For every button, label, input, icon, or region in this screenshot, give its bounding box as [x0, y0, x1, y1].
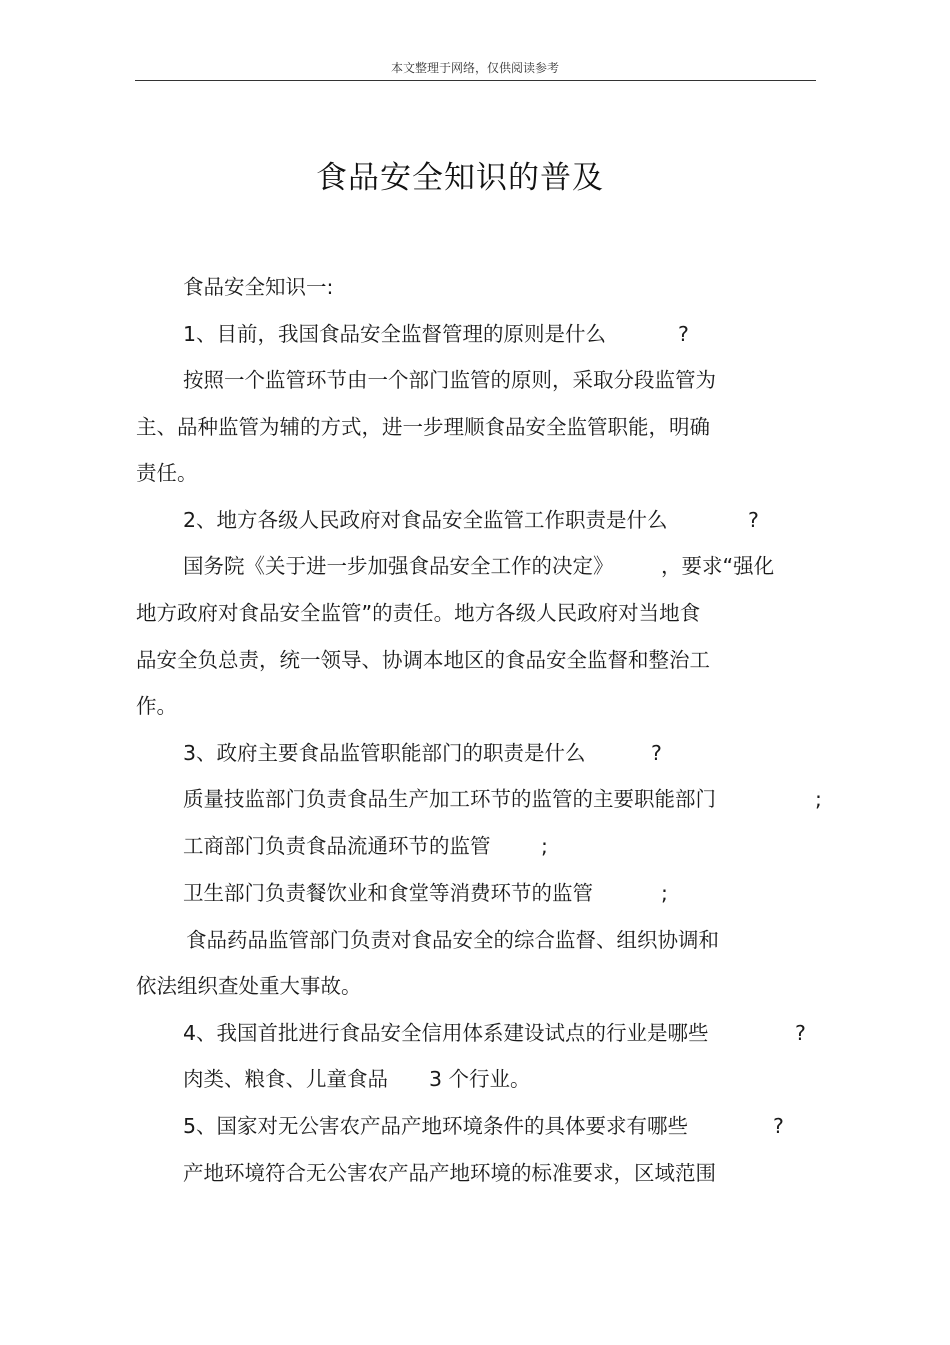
question-3: [183, 739, 662, 767]
header-divider: [135, 80, 816, 81]
header-note: 本文整理于网络，仅供阅读参考: [390, 61, 559, 75]
answer-2-line-3: 品安全负总责，统一领导、协调本地区的食品安全监督和整治工: [136, 648, 710, 672]
question-4: [183, 1019, 806, 1047]
question-1-mark: ?: [678, 322, 689, 346]
question-2: [183, 506, 759, 534]
answer-4-line-1-a: 肉类、粮食、儿童食品: [183, 1067, 388, 1091]
answer-2-line-4: 作。: [136, 694, 177, 718]
answer-3-line-1: [183, 785, 822, 813]
question-5: [183, 1112, 784, 1140]
answer-1-line-1: 按照一个监管环节由一个部门监管的原则，采取分段监管为: [183, 368, 716, 392]
question-3-text: 3、政府主要食品监管职能部门的职责是什么: [183, 741, 586, 765]
answer-3-line-2: [183, 832, 548, 860]
answer-2-line-1: [183, 552, 775, 580]
answer-2-line-1-b: ，要求“强化: [661, 554, 775, 578]
question-1: [183, 320, 689, 348]
question-2-text: 2、地方各级人民政府对食品安全监管工作职责是什么: [183, 508, 668, 532]
answer-3-line-2-text: 工商部门负责食品流通环节的监管: [183, 834, 491, 858]
answer-4-line-1: [183, 1065, 531, 1093]
question-3-mark: ?: [651, 741, 662, 765]
answer-3-line-1-text: 质量技监部门负责食品生产加工环节的监管的主要职能部门: [183, 787, 716, 811]
answer-3-line-1-mark: ;: [815, 787, 822, 811]
question-5-text: 5、国家对无公害农产品产地环境条件的具体要求有哪些: [183, 1114, 689, 1138]
question-4-text: 4、我国首批进行食品安全信用体系建设试点的行业是哪些: [183, 1021, 709, 1045]
answer-3-line-4: 食品药品监管部门负责对食品安全的综合监督、组织协调和: [186, 928, 719, 952]
answer-3-line-2-mark: ;: [541, 834, 548, 858]
answer-1-line-2: 主、品种监管为辅的方式，进一步理顺食品安全监管职能，明确: [136, 415, 710, 439]
answer-3-line-5: 依法组织查处重大事故。: [136, 974, 362, 998]
answer-3-line-3-text: 卫生部门负责餐饮业和食堂等消费环节的监管: [183, 881, 593, 905]
answer-2-line-2: 地方政府对食品安全监管”的责任。地方各级人民政府对当地食: [136, 601, 701, 625]
answer-5-line-1: 产地环境符合无公害农产品产地环境的标准要求，区域范围: [183, 1161, 716, 1185]
question-4-mark: ?: [795, 1021, 806, 1045]
answer-3-line-3: [183, 879, 668, 907]
question-2-mark: ?: [748, 508, 759, 532]
section-heading: 食品安全知识一:: [183, 275, 334, 299]
answer-2-line-1-a: 国务院《关于进一步加强食品安全工作的决定》: [183, 554, 614, 578]
answer-3-line-3-mark: ;: [661, 881, 668, 905]
answer-1-line-3: 责任。: [136, 461, 198, 485]
question-5-mark: ?: [773, 1114, 784, 1138]
question-1-text: 1、目前，我国食品安全监督管理的原则是什么: [183, 322, 607, 346]
answer-4-line-1-b: 3 个行业。: [429, 1067, 531, 1091]
page-title: 食品安全知识的普及: [316, 160, 604, 196]
